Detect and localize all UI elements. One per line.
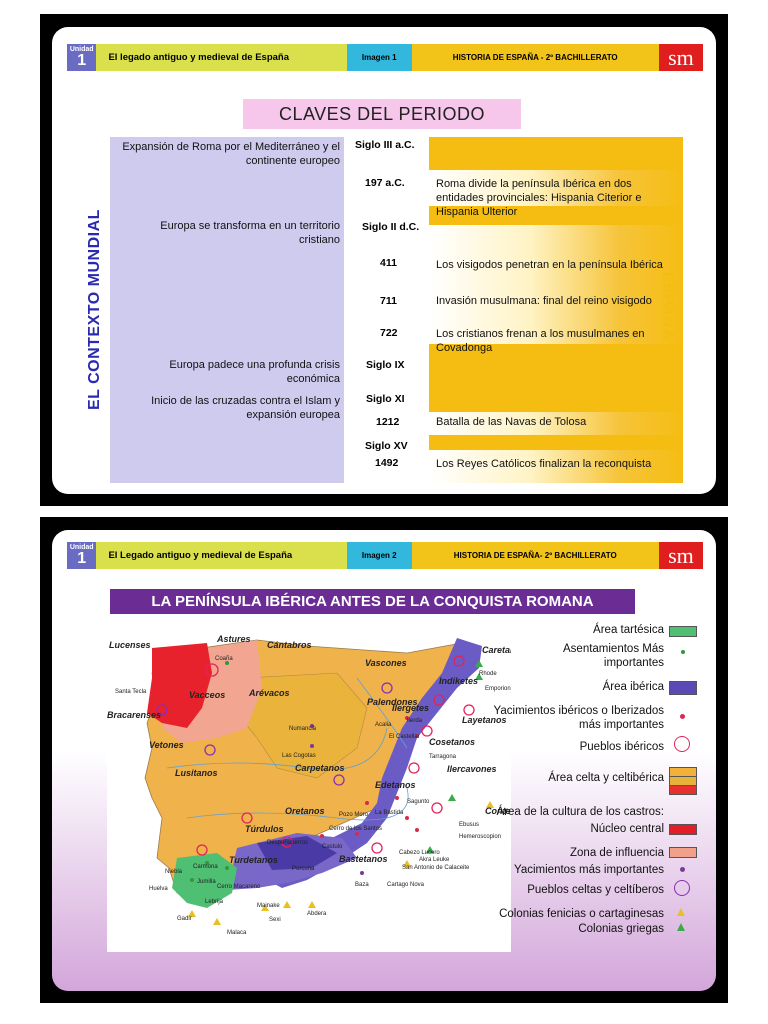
legend-circle: [674, 880, 690, 896]
legend-swatch: [669, 824, 697, 835]
iberia-map-svg: [107, 618, 511, 952]
site-dot: [405, 816, 409, 820]
map-label: San Antonio de Calaceite: [402, 865, 470, 871]
site-dot: [365, 801, 369, 805]
unit-number: 1: [77, 550, 87, 567]
map-label: Layetanos: [462, 715, 507, 725]
legend-dot: [680, 714, 685, 719]
world-event: Europa padece una profunda crisis económica: [169, 359, 340, 385]
map-label: Mainake: [257, 903, 280, 909]
map-label: Carmona: [193, 864, 218, 870]
map-label: Coaña: [215, 656, 233, 662]
slide-header: [67, 44, 703, 71]
legend-label: Pueblos ibéricos: [579, 741, 664, 753]
legend-swatch: [669, 681, 697, 695]
map-label: Cosetanos: [429, 737, 476, 747]
unit-number: 1: [77, 52, 87, 69]
subject-label: HISTORIA DE ESPAÑA- 2º BACHILLERATO: [412, 542, 659, 569]
unit-title: El Legado antiguo y medieval de España: [96, 542, 346, 569]
spain-event: Los cristianos frenan a los musulmanes en Covadonga: [436, 328, 645, 354]
map-label: Lucenses: [109, 640, 151, 650]
map-label: Abdera: [307, 911, 327, 917]
map-label: Carpetanos: [295, 763, 345, 773]
site-dot: [320, 834, 324, 838]
unit-badge: [67, 44, 96, 71]
sm-logo: sm: [659, 44, 703, 71]
map-label: Careta: [482, 645, 511, 655]
map-label: Ilergetes: [392, 703, 430, 713]
legend-label: Área de la cultura de los castros:: [496, 806, 664, 818]
spain-panel-band: [429, 137, 683, 170]
legend-label: Área tartésica: [593, 624, 664, 636]
legend-dot: [680, 867, 685, 872]
site-dot: [355, 832, 359, 836]
map-label: Vacceos: [189, 690, 226, 700]
world-event: Europa se transforma en un territorio cristiano: [160, 220, 340, 246]
phoenician-colony-icon: [677, 908, 685, 916]
map-label: Cerro de los Santos: [329, 826, 383, 832]
map-label: Conte: [485, 806, 511, 816]
map-label: Vetones: [149, 740, 184, 750]
page-title: LA PENÍNSULA IBÉRICA ANTES DE LA CONQUISTA ROMANA: [110, 589, 635, 614]
map-label: Oretanos: [285, 806, 325, 816]
map-label: Malaca: [227, 930, 247, 936]
slide-header: [67, 542, 703, 569]
map-label: Palendones: [367, 697, 418, 707]
sm-logo: sm: [659, 542, 703, 569]
map-label: Cabezo Lucero: [399, 850, 440, 856]
map-label: Acalia: [375, 722, 392, 728]
map-label: Las Cogotas: [282, 753, 316, 759]
map-label: Hemeroscopion: [459, 834, 502, 840]
map-label: Huelva: [149, 886, 168, 892]
image-label: Imagen 2: [347, 542, 412, 569]
date-label: Siglo XI: [366, 393, 405, 405]
legend-label: Asentamientos Más importantes: [563, 643, 664, 669]
map-label: Emporion: [485, 686, 511, 692]
map-label: Ilercavones: [447, 764, 497, 774]
legend-label: Yacimientos más importantes: [514, 864, 664, 876]
date-label: 197 a.C.: [365, 177, 405, 189]
map-label: Gadir: [177, 916, 192, 922]
site-dot: [225, 866, 229, 870]
legend-label: Núcleo central: [590, 823, 664, 835]
map-label: Rhode: [479, 671, 497, 677]
world-context-panel: [110, 137, 344, 483]
map-label: Sagunto: [407, 799, 430, 805]
legend-label: Área celta y celtibérica: [548, 772, 664, 784]
map-label: Lebrija: [205, 899, 224, 905]
legend-circle: [674, 736, 690, 752]
map-label: Cántabros: [267, 640, 312, 650]
page-title: CLAVES DEL PERIODO: [243, 99, 521, 129]
map-label: Bastetanos: [339, 854, 388, 864]
site-dot: [360, 871, 364, 875]
subject-label: HISTORIA DE ESPAÑA - 2º BACHILLERATO: [412, 44, 659, 71]
legend-label: Pueblos celtas y celtíberos: [527, 884, 664, 896]
spain-event: Los Reyes Católicos finalizan la reconquista: [436, 458, 652, 470]
map-label: Cartago Nova: [387, 882, 425, 888]
map-label: Porcuna: [292, 866, 315, 872]
legend-swatch: [669, 626, 697, 637]
spain-label: ESPAÑA: [659, 271, 676, 341]
date-label: 1492: [375, 457, 399, 469]
map-label: Túrdulos: [245, 824, 284, 834]
slide-card: [52, 27, 716, 494]
map-label: Jumilla: [197, 879, 216, 885]
spain-event: Batalla de las Navas de Tolosa: [436, 416, 587, 428]
map-label: Tarragona: [429, 754, 457, 760]
map-label: Lusitanos: [175, 768, 218, 778]
date-label: Siglo III a.C.: [355, 139, 415, 151]
slide-peninsula-map: [40, 517, 728, 1003]
unit-badge: [67, 542, 96, 569]
map-label: Niebla: [165, 869, 183, 875]
slide-card: [52, 530, 716, 991]
legend-swatch: [669, 785, 697, 795]
map-label: La Bastida: [375, 810, 404, 816]
legend-label: Yacimientos ibéricos o Iberizados más importantes: [493, 705, 664, 731]
legend-swatch: [669, 847, 697, 858]
map-label: Vascones: [365, 658, 407, 668]
date-label: 722: [380, 327, 398, 339]
image-label: Imagen 1: [347, 44, 412, 71]
site-dot: [415, 828, 419, 832]
date-label: 411: [380, 257, 397, 269]
map-label: Edetanos: [375, 780, 416, 790]
map-label: Numancia: [289, 726, 317, 732]
map-label: Castulo: [322, 844, 343, 850]
world-event: Expansión de Roma por el Mediterráneo y el continente europeo: [122, 141, 340, 167]
map-label: Pozo Moro: [339, 812, 369, 818]
site-dot: [395, 796, 399, 800]
slide-claves-periodo: [40, 14, 728, 506]
map-label: Baza: [355, 882, 369, 888]
legend-label: Zona de influencia: [570, 847, 664, 859]
map-label: Arévacos: [249, 688, 290, 698]
legend-dot: [681, 650, 685, 654]
map-label: Ilerda: [407, 718, 423, 724]
world-context-label: EL CONTEXTO MUNDIAL: [86, 209, 103, 410]
world-event: Inicio de las cruzadas contra el Islam y expansión europea: [151, 395, 340, 421]
site-dot: [190, 878, 194, 882]
spain-event: Los visigodos penetran en la península Ibérica: [436, 259, 663, 271]
map-label: Turdetanos: [229, 855, 278, 865]
map-label: Sexi: [269, 917, 281, 923]
date-label: 711: [380, 295, 397, 307]
legend-label: Colonias griegas: [578, 923, 664, 935]
spain-panel-band: [429, 435, 683, 450]
map-label: Cerro Macareno: [217, 884, 261, 890]
date-label: 1212: [376, 416, 400, 428]
map-label: El Castellar: [389, 734, 420, 740]
map-label: Santa Tecla: [115, 689, 147, 695]
map-label: Despeñaperros: [267, 840, 309, 846]
unit-title: El legado antiguo y medieval de España: [96, 44, 346, 71]
greek-colony-icon: [677, 923, 685, 931]
map-label: Indiketes: [439, 676, 479, 686]
spain-event: Invasión musulmana: final del reino visigodo: [436, 295, 652, 307]
spain-event: Roma divide la península Ibérica en dos entidades provinciales: Hispania Citerior e Hispania Ulterior: [436, 178, 642, 218]
date-label: Siglo II d.C.: [362, 221, 420, 233]
legend-label: Área ibérica: [602, 681, 664, 693]
iberia-map: [107, 618, 511, 952]
map-label: Akra Leuke: [419, 857, 450, 863]
date-label: Siglo IX: [366, 359, 405, 371]
map-label: Astures: [217, 634, 251, 644]
date-label: Siglo XV: [365, 440, 408, 452]
map-label: Bracarenses: [107, 710, 162, 720]
unit-label: Unidad: [69, 544, 94, 551]
map-label: Ebusus: [459, 822, 480, 828]
site-dot: [310, 744, 314, 748]
unit-label: Unidad: [69, 46, 94, 53]
legend-label: Colonias fenicias o cartaginesas: [499, 908, 664, 920]
